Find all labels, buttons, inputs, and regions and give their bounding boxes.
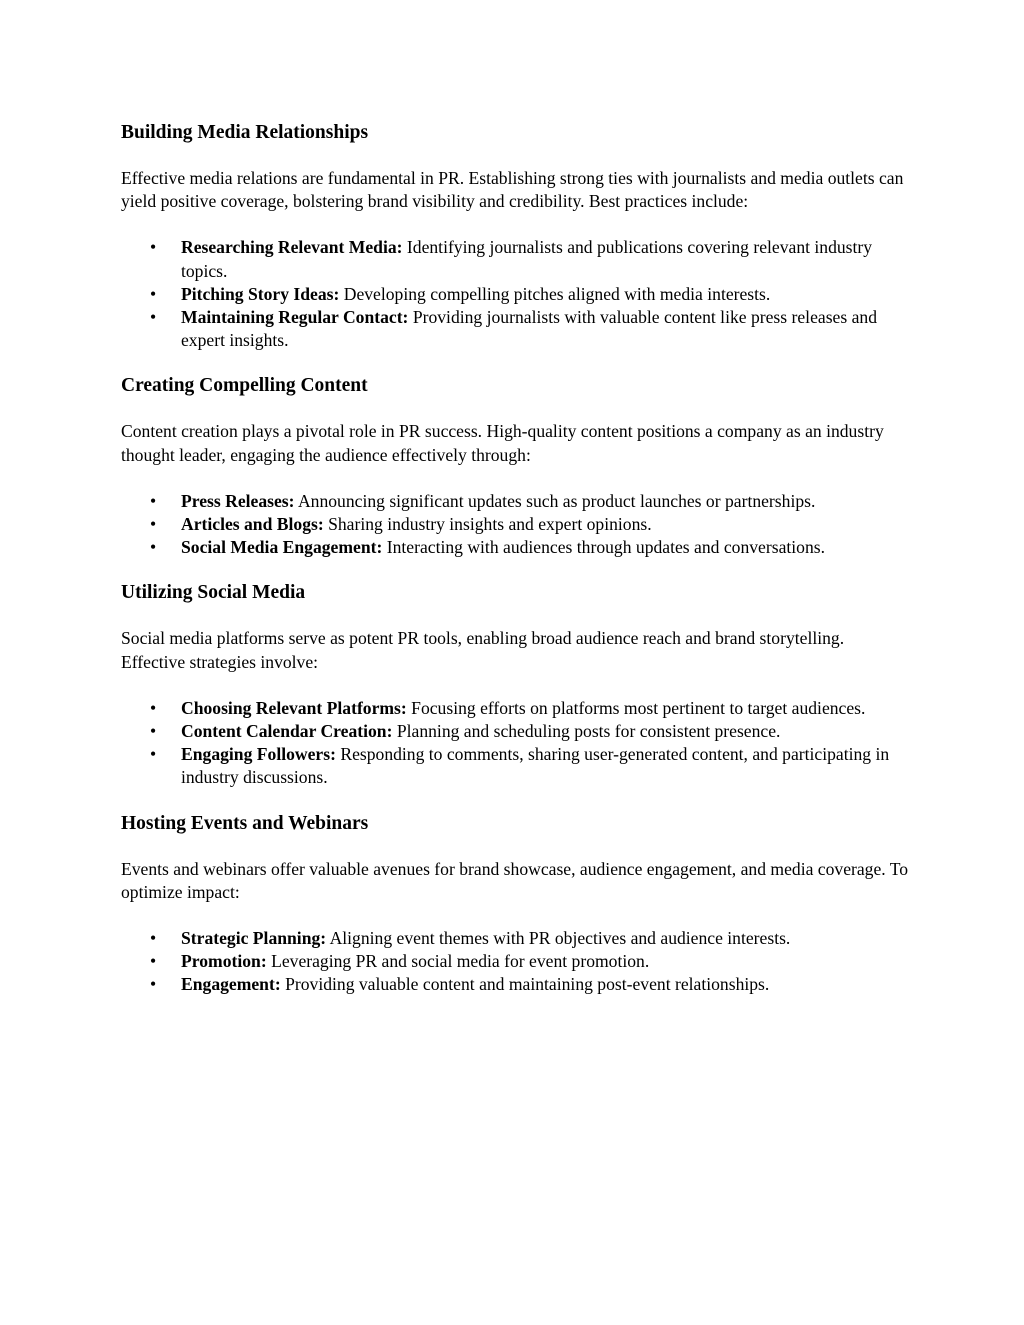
bullet-icon: • [150, 928, 157, 949]
item-text: Aligning event themes with PR objectives and audience interests. [326, 928, 791, 949]
bullet-list [121, 697, 911, 790]
item-term: Engaging Followers: [181, 744, 336, 765]
section-heading: Hosting Events and Webinars [121, 812, 369, 834]
item-term: Pitching Story Ideas: [181, 283, 340, 304]
item-term: Strategic Planning: [181, 928, 327, 949]
item-term: Researching Relevant Media: [181, 237, 403, 258]
bullet-icon: • [150, 537, 157, 558]
item-term: Engagement: [181, 974, 281, 995]
item-text: Planning and scheduling posts for consistent presence. [392, 721, 781, 742]
section-intro: Events and webinars offer valuable avenues for brand showcase, audience engagement, and media coverage. To optimize impact: [121, 858, 909, 902]
section-intro: Social media platforms serve as potent PR tools, enabling broad audience reach and brand storytelling. Effective strategies involve: [121, 628, 845, 672]
bullet-icon: • [150, 514, 157, 535]
bullet-icon: • [150, 697, 157, 718]
section-intro: Content creation plays a pivotal role in PR success. High-quality content positions a company as an industry thought leader, engaging the audience effectively through: [121, 421, 884, 465]
bullet-icon: • [150, 721, 157, 742]
section-heading: Creating Compelling Content [121, 375, 368, 397]
list-item [121, 490, 911, 513]
item-text: Focusing efforts on platforms most pertinent to target audiences. [406, 697, 866, 718]
section-creating-compelling-content [121, 372, 911, 559]
list-item [121, 950, 911, 973]
item-term: Choosing Relevant Platforms: [181, 697, 407, 718]
bullet-icon: • [150, 744, 157, 765]
item-term: Maintaining Regular Contact: [181, 307, 409, 328]
item-text: Providing valuable content and maintaining post-event relationships. [280, 974, 770, 995]
section-building-media-relationships [121, 119, 911, 352]
item-text: Developing compelling pitches aligned with media interests. [339, 283, 771, 304]
item-text: Providing journalists with valuable content like press releases and expert insights. [181, 307, 877, 351]
bullet-icon: • [150, 951, 157, 972]
list-item [121, 973, 911, 996]
list-item [121, 743, 911, 789]
item-term: Content Calendar Creation: [181, 721, 393, 742]
bullet-icon: • [150, 307, 157, 328]
bullet-icon: • [150, 237, 157, 258]
item-text: Announcing significant updates such as product launches or partnerships. [294, 490, 816, 511]
section-hosting-events-and-webinars [121, 810, 911, 997]
bullet-list [121, 927, 911, 997]
list-item [121, 236, 911, 282]
section-intro: Effective media relations are fundamental in PR. Establishing strong ties with journalists and media outlets can yield positive coverage, bolstering brand visibility and credibility. Best practices include: [121, 168, 904, 212]
section-utilizing-social-media [121, 579, 911, 789]
bullet-list [121, 490, 911, 560]
section-heading: Building Media Relationships [121, 122, 369, 143]
item-text: Responding to comments, sharing user-generated content, and participating in industry discussions. [181, 744, 890, 788]
item-term: Promotion: [181, 951, 267, 972]
item-term: Social Media Engagement: [181, 537, 383, 558]
item-term: Press Releases: [181, 490, 295, 511]
list-item [121, 927, 911, 950]
item-text: Identifying journalists and publications covering relevant industry topics. [181, 237, 873, 281]
item-text: Sharing industry insights and expert opinions. [323, 514, 652, 535]
list-item [121, 283, 911, 306]
bullet-icon: • [150, 974, 157, 995]
bullet-list [121, 236, 911, 352]
list-item [121, 697, 911, 720]
item-text: Leveraging PR and social media for event promotion. [266, 951, 650, 972]
list-item [121, 513, 911, 536]
bullet-icon: • [150, 283, 157, 304]
bullet-icon: • [150, 490, 157, 511]
list-item [121, 306, 911, 352]
list-item [121, 536, 911, 559]
section-heading: Utilizing Social Media [121, 582, 306, 604]
item-text: Interacting with audiences through updates and conversations. [382, 537, 825, 558]
list-item [121, 720, 911, 743]
item-term: Articles and Blogs: [181, 514, 324, 535]
document-page [121, 119, 911, 1017]
